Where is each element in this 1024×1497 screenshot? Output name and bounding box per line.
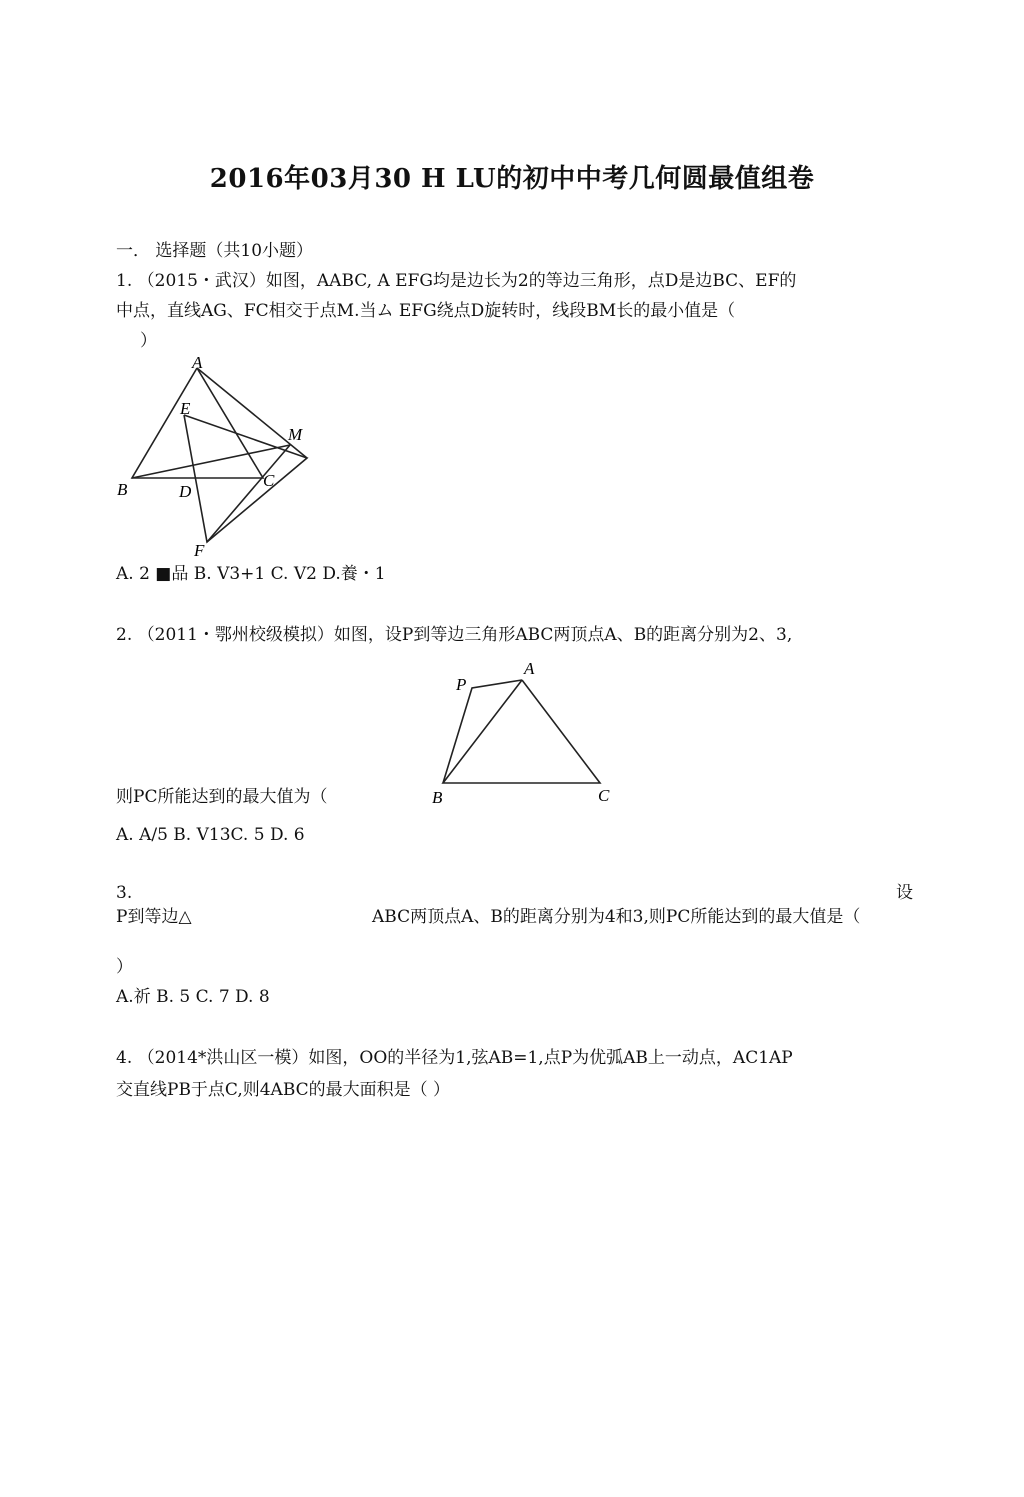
q1-figure: [110, 348, 325, 560]
q2-label-b: B: [432, 788, 443, 807]
section-heading: 一． 选择题（共10小题）: [116, 241, 314, 261]
q1-options: A. 2 ■品 B. V3+1 C. V2 D.養・1: [116, 564, 386, 584]
q1-label-e: E: [180, 399, 191, 418]
q1-line-1: 1. （2015・武汉）如图，AABC, A EFG均是边长为2的等边三角形，点D是边BC、EF的: [116, 271, 797, 291]
q3-line-2-start: P到等边△: [116, 907, 192, 927]
q3-options: A.祈 B. 5 C. 7 D. 8: [116, 987, 270, 1007]
q1-label-d: D: [179, 482, 192, 501]
q3-number: 3.: [116, 883, 133, 903]
q3-line-3: ）: [116, 957, 133, 977]
q4-line-1: 4. （2014*洪山区一模）如图，OO的半径为1,弦AB=1,点P为优弧AB上一动点，AC1AP: [116, 1048, 793, 1068]
q2-line-2: 则PC所能达到的最大值为（: [116, 787, 328, 807]
q1-label-f: F: [194, 541, 205, 560]
q1-label-c: C: [263, 471, 275, 490]
q2-label-p: P: [456, 675, 467, 694]
q2-label-a: A: [524, 659, 535, 678]
q2-line-1: 2. （2011・鄂州校级模拟）如图，设P到等边三角形ABC两顶点A、B的距离分别为2、3,: [116, 625, 793, 645]
q3-line-1-tail: 设: [896, 883, 913, 903]
q1-label-b: B: [117, 480, 128, 499]
q1-label-m: M: [288, 425, 303, 444]
q1-line-2: 中点，直线AG、FC相交于点M.当ム EFG绕点D旋转时，线段BM长的最小值是（: [116, 301, 736, 321]
q2-options: A. A/5 B. V13C. 5 D. 6: [116, 825, 305, 845]
q2-figure: [425, 655, 620, 810]
q4-line-2: 交直线PB于点C,则4ABC的最大面积是（ ）: [116, 1080, 451, 1100]
q3-line-2-end: ABC两顶点A、B的距离分别为4和3,则PC所能达到的最大值是（: [372, 907, 861, 927]
q2-label-c: C: [598, 786, 610, 805]
q1-line-3: ）: [140, 331, 157, 351]
page-title: 2016年03月30 H LU的初中中考几何圆最值组卷: [209, 164, 815, 194]
q1-label-a: A: [192, 353, 203, 372]
